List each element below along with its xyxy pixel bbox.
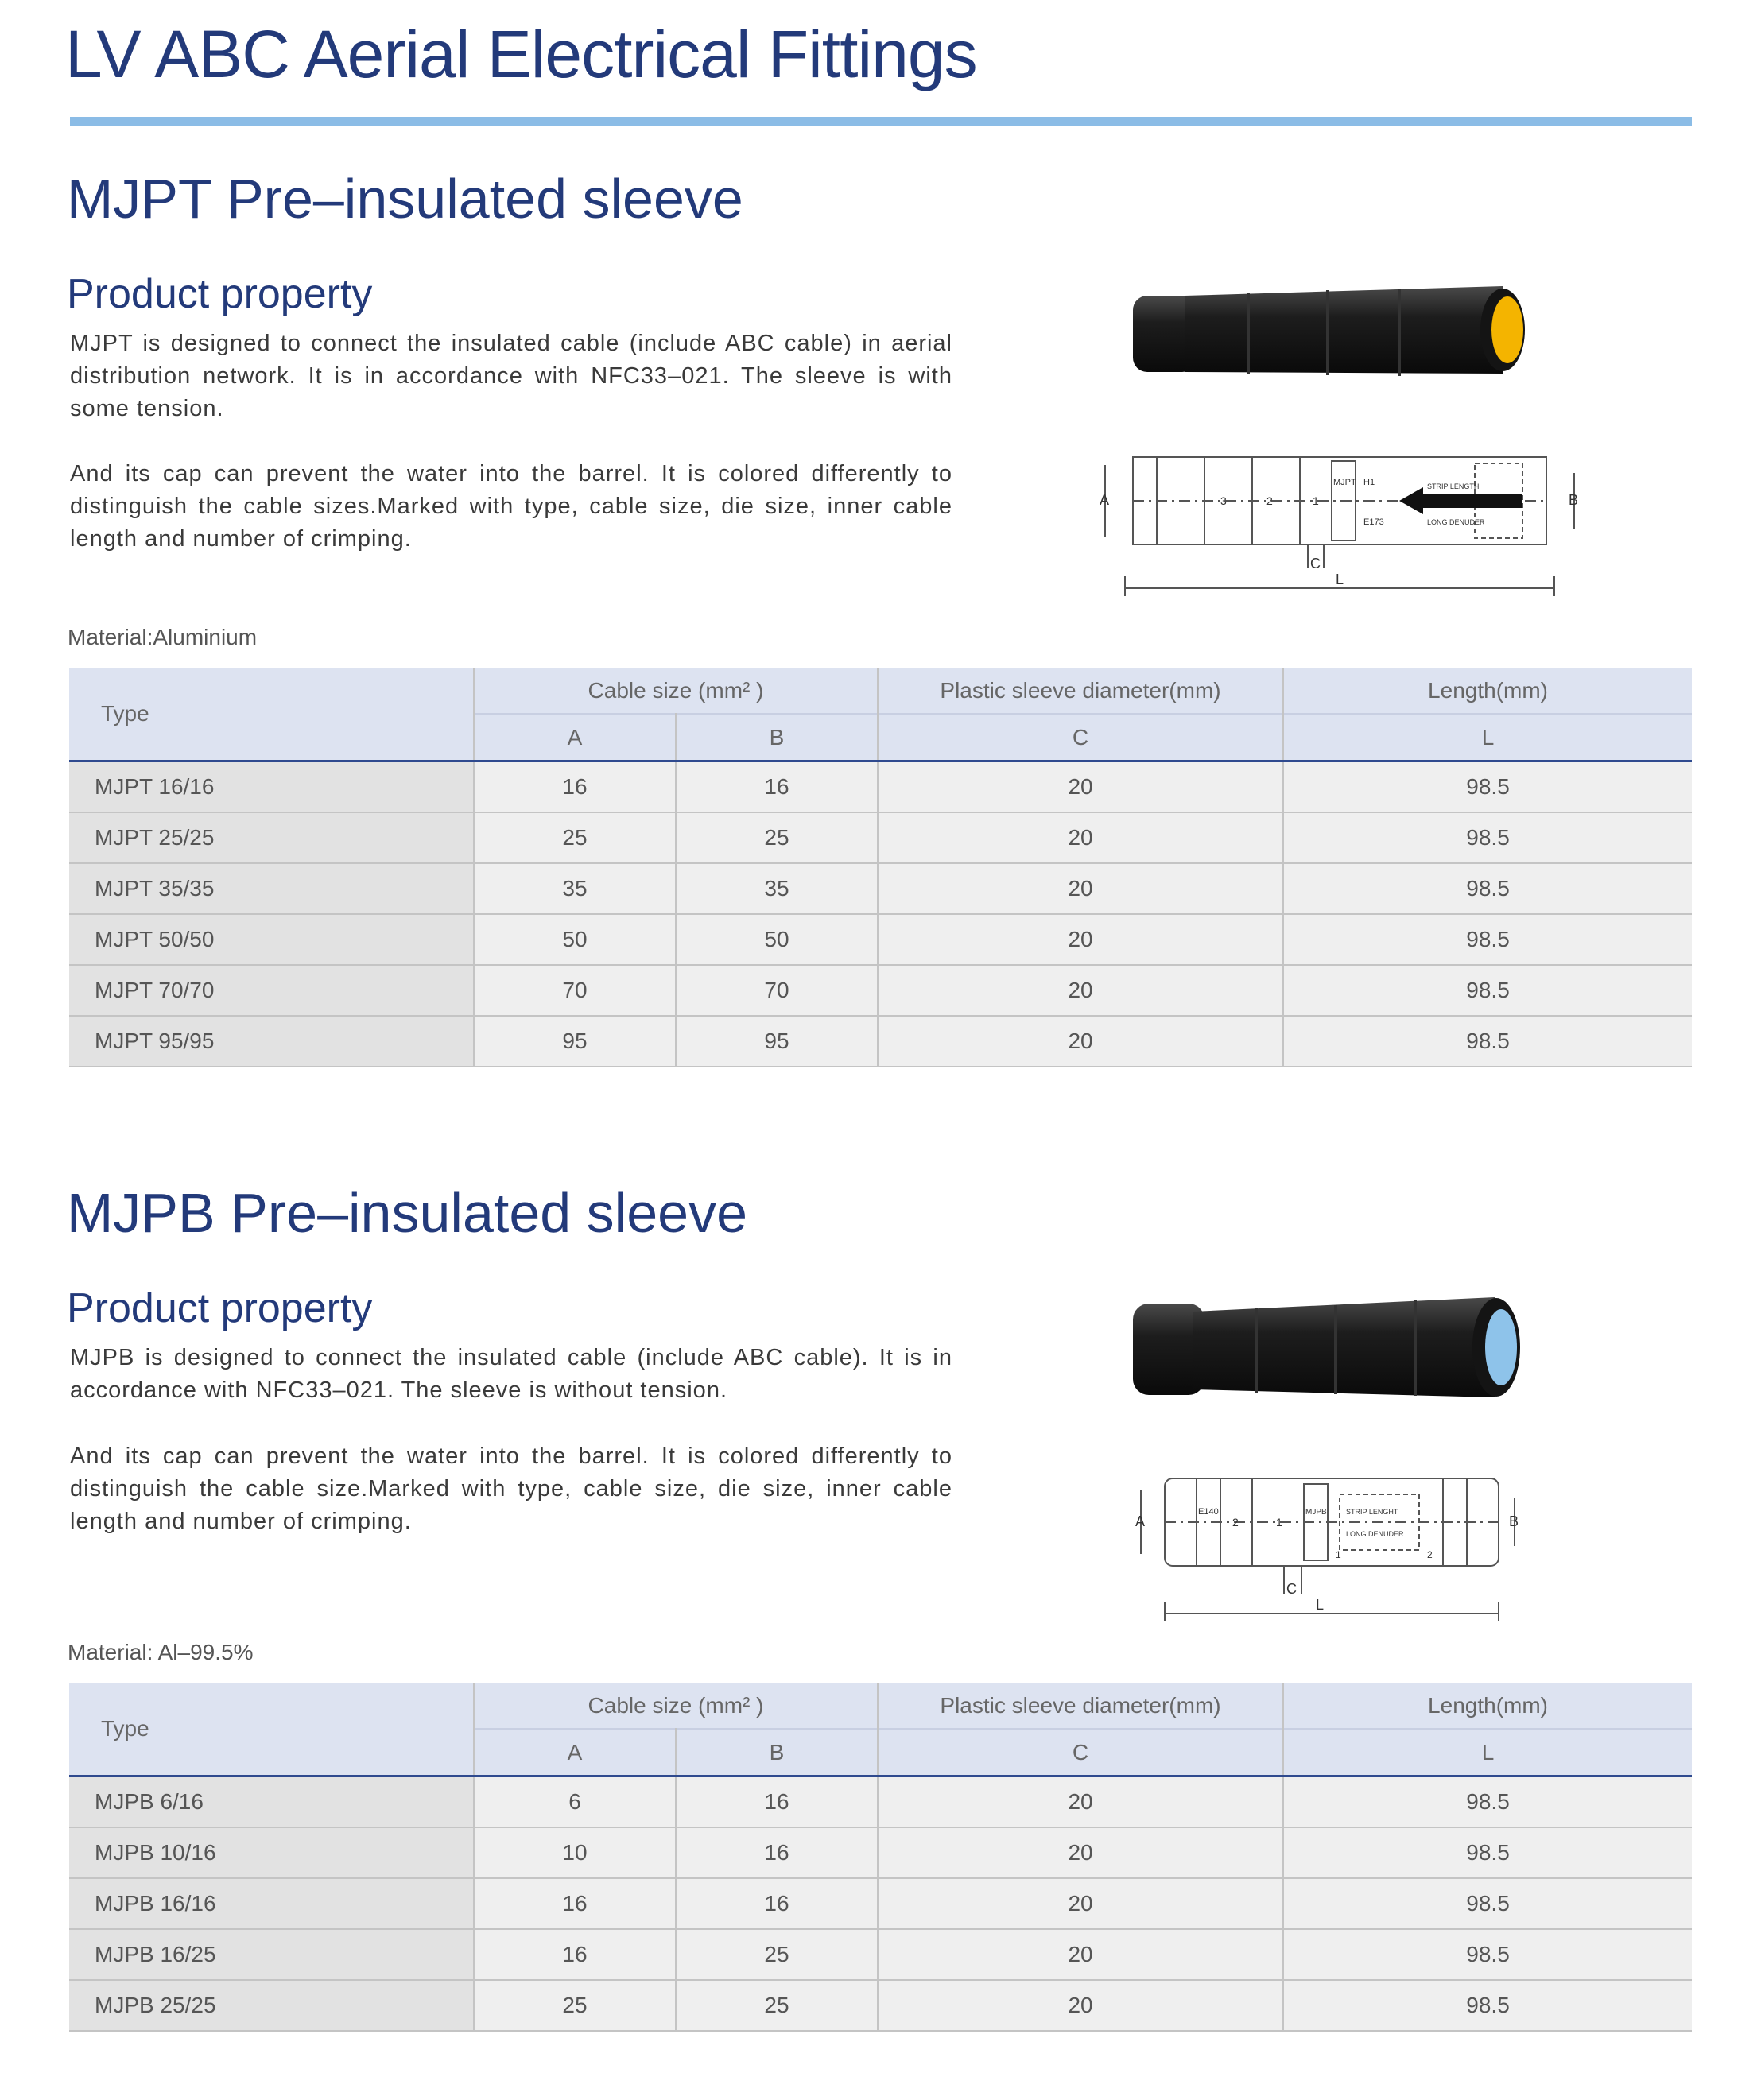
cell-b: 35 [676, 863, 878, 914]
diagram-mark: 1 [1313, 494, 1319, 507]
cell-c: 20 [878, 965, 1283, 1016]
table-row [69, 1980, 1692, 2031]
cell-b: 25 [676, 812, 878, 863]
cell-a: 95 [474, 1016, 676, 1067]
cell-a: 6 [474, 1776, 676, 1828]
cell-a: 25 [474, 1980, 676, 2031]
diagram-mark: 2 [1232, 1516, 1239, 1529]
header-a: A [474, 714, 676, 761]
table-row [69, 761, 1692, 813]
header-l: L [1283, 714, 1692, 761]
table-row [69, 1776, 1692, 1828]
mjpb-dimension-diagram [1125, 1467, 1538, 1625]
diagram-mark: 2 [1266, 494, 1273, 507]
cell-c: 20 [878, 1016, 1283, 1067]
diagram-mark: LONG DENUDER [1346, 1530, 1404, 1538]
header-sleeve-diameter: Plastic sleeve diameter(mm) [878, 668, 1283, 714]
material-label: Material: Al–99.5% [68, 1640, 254, 1664]
cell-b: 16 [676, 1776, 878, 1828]
header-length: Length(mm) [1283, 668, 1692, 714]
cell-a: 10 [474, 1827, 676, 1878]
cell-l: 98.5 [1283, 914, 1692, 965]
cell-c: 20 [878, 1929, 1283, 1980]
table-row [69, 965, 1692, 1016]
cell-b: 25 [676, 1980, 878, 2031]
diagram-mark: STRIP LENGHT [1346, 1508, 1398, 1516]
diagram-mark: 3 [1220, 494, 1227, 507]
dim-label: C [1310, 556, 1321, 571]
cell-type: MJPT 70/70 [69, 965, 474, 1016]
cell-c: 20 [878, 1980, 1283, 2031]
dim-label: L [1316, 1597, 1325, 1613]
cell-a: 50 [474, 914, 676, 965]
table-row [69, 914, 1692, 965]
header-b: B [676, 714, 878, 761]
cell-l: 98.5 [1283, 965, 1692, 1016]
cell-a: 70 [474, 965, 676, 1016]
title-divider [70, 117, 1692, 126]
section-subtitle: Product property [67, 1285, 373, 1331]
cell-a: 25 [474, 812, 676, 863]
cell-l: 98.5 [1283, 812, 1692, 863]
cell-c: 20 [878, 914, 1283, 965]
description-paragraph: MJPT is designed to connect the insulated cable (include ABC cable) in aerial distribution network. It is in accordance with NFC33–021. The sleeve is with some tension. [70, 331, 952, 421]
cell-b: 50 [676, 914, 878, 965]
header-c: C [878, 1729, 1283, 1776]
mjpb-sleeve-photo [1129, 1288, 1526, 1407]
header-b: B [676, 1729, 878, 1776]
diagram-mark: 2 [1427, 1549, 1433, 1560]
table-row [69, 1827, 1692, 1878]
diagram-mark: E173 [1363, 517, 1384, 527]
cell-type: MJPB 25/25 [69, 1980, 474, 2031]
cell-c: 20 [878, 1878, 1283, 1929]
table-row [69, 812, 1692, 863]
header-sleeve-diameter: Plastic sleeve diameter(mm) [878, 1683, 1283, 1729]
table-row [69, 863, 1692, 914]
diagram-mark: MJPT [1333, 478, 1356, 487]
cell-l: 98.5 [1283, 761, 1692, 813]
material-label: Material:Aluminium [68, 625, 258, 649]
cell-c: 20 [878, 761, 1283, 813]
cell-l: 98.5 [1283, 1776, 1692, 1828]
cell-b: 16 [676, 1827, 878, 1878]
cap [1491, 296, 1523, 363]
diagram-mark: 1 [1336, 1549, 1341, 1560]
cell-type: MJPT 25/25 [69, 812, 474, 863]
cell-a: 35 [474, 863, 676, 914]
cell-b: 70 [676, 965, 878, 1016]
header-cable-size: Cable size (mm² ) [474, 668, 878, 714]
header-c: C [878, 714, 1283, 761]
cell-type: MJPB 16/25 [69, 1929, 474, 1980]
header-type: Type [69, 1683, 474, 1776]
mjpt-sleeve-photo [1129, 278, 1526, 386]
table-row [69, 1929, 1692, 1980]
table-row [69, 1878, 1692, 1929]
cell-l: 98.5 [1283, 1878, 1692, 1929]
section-title: MJPT Pre–insulated sleeve [67, 168, 743, 230]
table-row [69, 1016, 1692, 1067]
cell-type: MJPT 16/16 [69, 761, 474, 813]
cell-type: MJPB 16/16 [69, 1878, 474, 1929]
cell-type: MJPB 10/16 [69, 1827, 474, 1878]
diagram-mark: STRIP LENGTH [1427, 482, 1480, 490]
dim-label: A [1100, 492, 1110, 508]
cell-l: 98.5 [1283, 863, 1692, 914]
cell-l: 98.5 [1283, 1929, 1692, 1980]
cell-type: MJPT 35/35 [69, 863, 474, 914]
cell-c: 20 [878, 1827, 1283, 1878]
cell-l: 98.5 [1283, 1980, 1692, 2031]
mjpt-dimension-diagram [1085, 449, 1594, 600]
section-subtitle: Product property [67, 271, 373, 317]
cell-a: 16 [474, 761, 676, 813]
cell-a: 16 [474, 1878, 676, 1929]
cell-l: 98.5 [1283, 1827, 1692, 1878]
description-paragraph: And its cap can prevent the water into the barrel. It is colored differently to distinguish the cable sizes.Marked with type, cable size, die size, inner cable length and number of crimping. [70, 461, 952, 552]
cell-b: 16 [676, 1878, 878, 1929]
cell-b: 16 [676, 761, 878, 813]
description-paragraph: And its cap can prevent the water into the barrel. It is colored differently to distinguish the cable size.Marked with type, cable size, die size, inner cable length and number of crimping. [70, 1443, 952, 1534]
header-type: Type [69, 668, 474, 761]
diagram-mark: E140 [1198, 1507, 1219, 1517]
dim-label: C [1286, 1581, 1297, 1597]
dim-label: A [1135, 1513, 1146, 1529]
diagram-mark: 1 [1276, 1516, 1282, 1529]
header-a: A [474, 1729, 676, 1776]
cell-b: 25 [676, 1929, 878, 1980]
cell-l: 98.5 [1283, 1016, 1692, 1067]
page-title: LV ABC Aerial Electrical Fittings [65, 17, 977, 91]
cell-c: 20 [878, 1776, 1283, 1828]
cell-b: 95 [676, 1016, 878, 1067]
header-cable-size: Cable size (mm² ) [474, 1683, 878, 1729]
spec-table [69, 668, 1692, 1067]
spec-table [69, 1683, 1692, 2032]
dim-label: B [1509, 1513, 1519, 1529]
diagram-mark: H1 [1363, 478, 1375, 487]
header-l: L [1283, 1729, 1692, 1776]
cell-type: MJPB 6/16 [69, 1776, 474, 1828]
cell-c: 20 [878, 863, 1283, 914]
dim-label: L [1336, 571, 1344, 587]
header-length: Length(mm) [1283, 1683, 1692, 1729]
diagram-mark: LONG DENUDER [1427, 518, 1485, 526]
diagram-mark: MJPB [1305, 1508, 1327, 1517]
cell-a: 16 [474, 1929, 676, 1980]
description-paragraph: MJPB is designed to connect the insulated cable (include ABC cable). It is in accordance with NFC33–021. The sleeve is without tension. [70, 1345, 952, 1403]
cell-type: MJPT 50/50 [69, 914, 474, 965]
cell-c: 20 [878, 812, 1283, 863]
dim-label: B [1569, 492, 1579, 508]
section-title: MJPB Pre–insulated sleeve [67, 1182, 747, 1244]
cap [1485, 1309, 1517, 1385]
cell-type: MJPT 95/95 [69, 1016, 474, 1067]
